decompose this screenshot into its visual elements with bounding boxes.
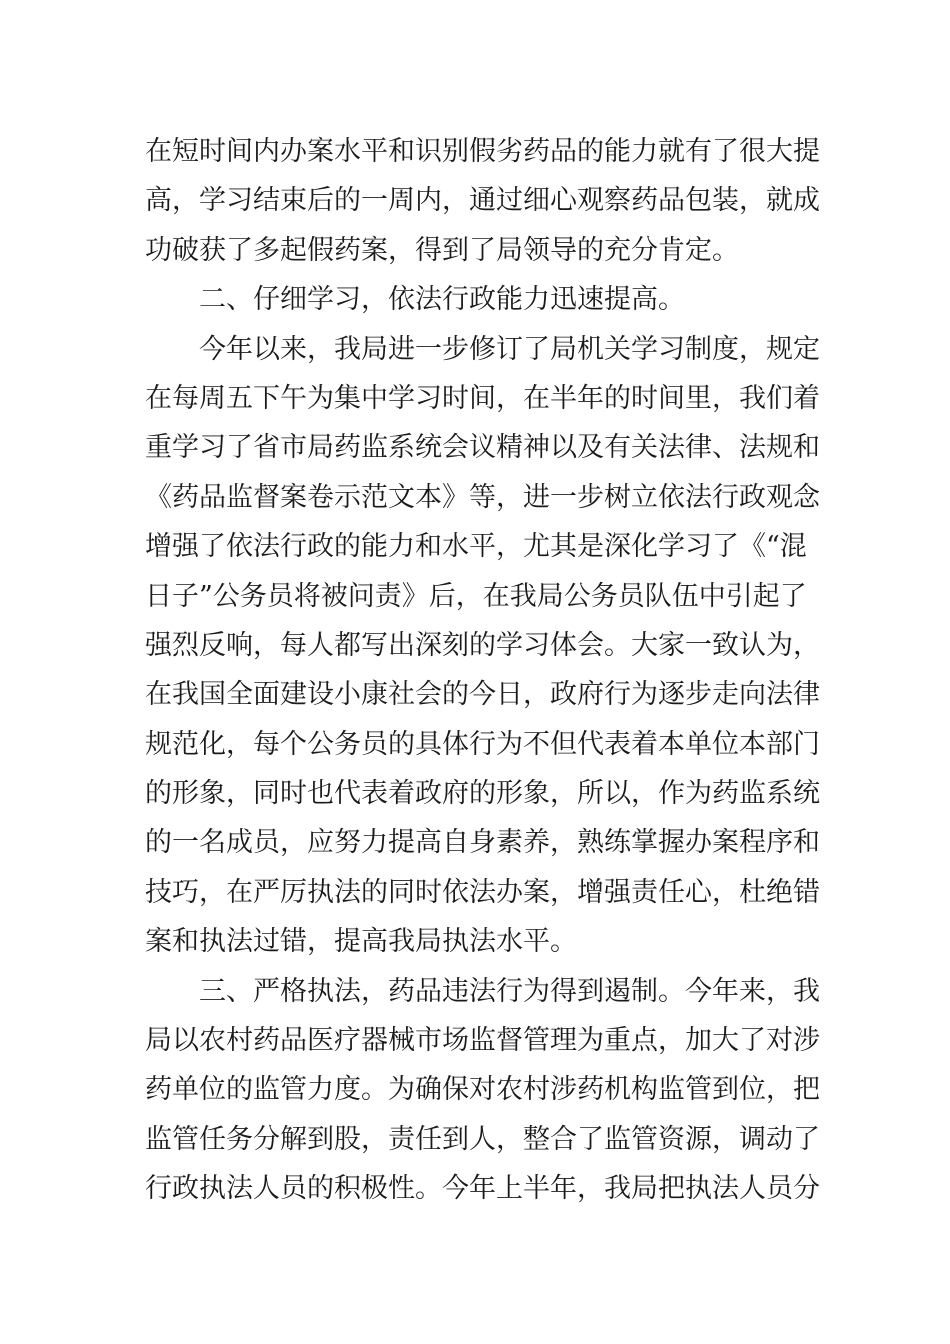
text-line: 技巧，在严厉执法的同时依法办案，增强责任心，杜绝错 (145, 876, 820, 908)
text-line: 的一名成员，应努力提高自身素养，熟练掌握办案程序和 (145, 827, 820, 859)
section-heading: 三、严格执法，药品违法行为得到遏制。今年来，我 (199, 975, 820, 1007)
text-line: 增强了依法行政的能力和水平，尤其是深化学习了《“混 (145, 531, 807, 563)
body-text (145, 127, 820, 1214)
text-line: 局以农村药品医疗器械市场监督管理为重点，加大了对涉 (145, 1025, 820, 1057)
text-line: 功破获了多起假药案，得到了局领导的充分肯定。 (145, 234, 739, 266)
text-line: 重学习了省市局药监系统会议精神以及有关法律、法规和 (145, 432, 820, 464)
text-line: 强烈反响，每人都写出深刻的学习体会。大家一致认为， (145, 629, 820, 661)
text-line: 今年以来，我局进一步修订了局机关学习制度，规定 (199, 333, 820, 365)
text-line: 的形象，同时也代表着政府的形象，所以，作为药监系统 (145, 778, 820, 810)
text-line: 日子”公务员将被问责》后，在我局公务员队伍中引起了 (145, 580, 807, 612)
text-line: 行政执法人员的积极性。今年上半年，我局把执法人员分 (145, 1173, 820, 1205)
text-line: 案和执法过错，提高我局执法水平。 (145, 926, 577, 958)
text-line: 高，学习结束后的一周内，通过细心观察药品包装，就成 (145, 185, 820, 217)
text-line: 规范化，每个公务员的具体行为不但代表着本单位本部门 (145, 728, 820, 760)
text-line: 监管任务分解到股，责任到人，整合了监管资源，调动了 (145, 1123, 820, 1155)
text-line: 在我国全面建设小康社会的今日，政府行为逐步走向法律 (145, 679, 820, 711)
text-line: 在每周五下午为集中学习时间，在半年的时间里，我们着 (145, 382, 820, 414)
text-line: 在短时间内办案水平和识别假劣药品的能力就有了很大提 (145, 136, 820, 167)
text-line: 《药品监督案卷示范文本》等，进一步树立依法行政观念 (145, 481, 820, 513)
text-line: 药单位的监管力度。为确保对农村涉药机构监管到位，把 (145, 1074, 820, 1106)
section-heading: 二、仔细学习，依法行政能力迅速提高。 (199, 284, 685, 316)
